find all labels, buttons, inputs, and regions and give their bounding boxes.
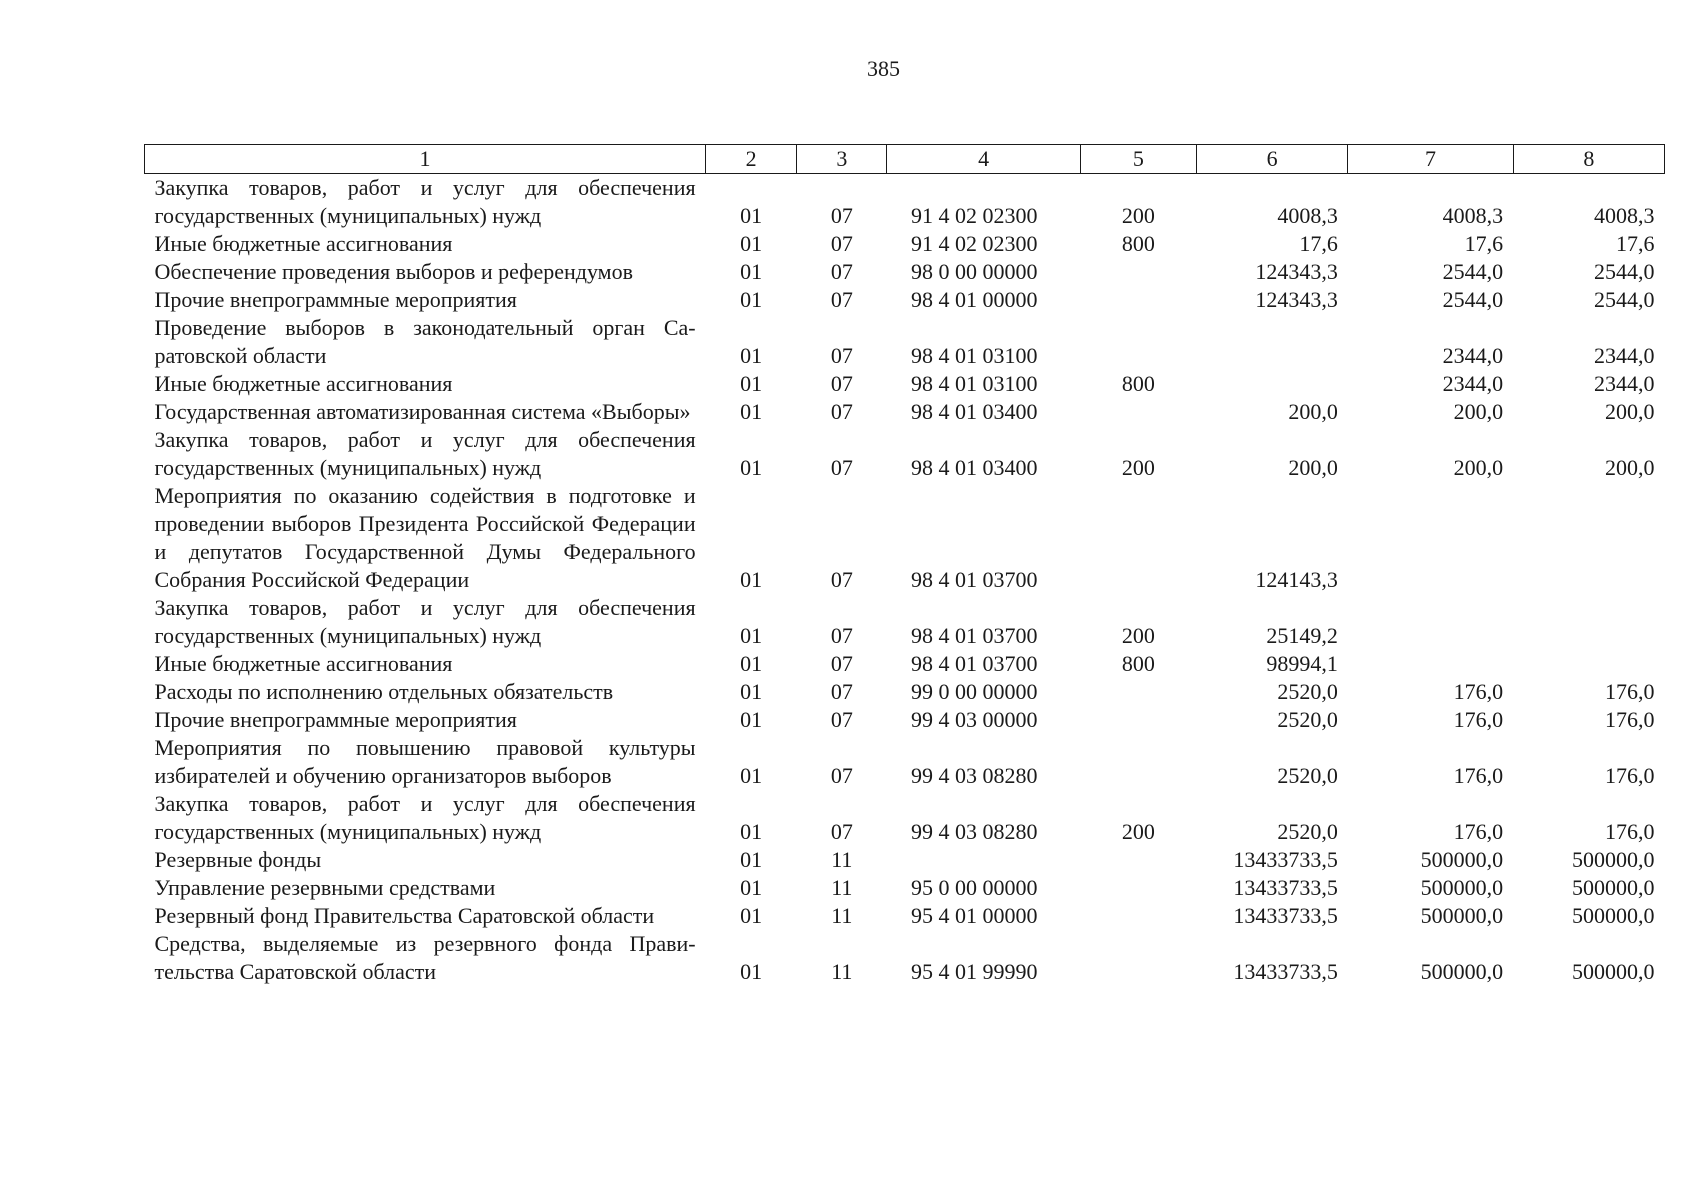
amount-col-8: 176,0 bbox=[1605, 763, 1655, 788]
amount-col-6: 124343,3 bbox=[1255, 259, 1338, 284]
expense-name: Резервные фонды bbox=[154, 847, 322, 872]
target-article-code: 98 4 01 00000 bbox=[910, 287, 1038, 312]
amount-col-8: 500000,0 bbox=[1572, 847, 1655, 872]
target-article-code: 91 4 02 02300 bbox=[910, 203, 1038, 228]
target-article-code: 95 4 01 99990 bbox=[910, 959, 1038, 984]
table-row bbox=[145, 398, 1665, 426]
target-article-code: 99 0 00 00000 bbox=[910, 679, 1038, 704]
amount-col-8 bbox=[1513, 594, 1664, 650]
target-article-code: 95 4 01 00000 bbox=[910, 903, 1038, 928]
expense-name: Иные бюджетные ассигнования bbox=[154, 231, 453, 256]
section-code: 01 bbox=[740, 259, 763, 284]
amount-col-7 bbox=[1348, 650, 1513, 678]
target-article-code: 98 4 01 03400 bbox=[910, 455, 1038, 480]
subsection-code: 07 bbox=[830, 343, 853, 368]
column-header-8: 8 bbox=[1513, 145, 1664, 174]
target-article-code: 98 4 01 03700 bbox=[910, 567, 1038, 592]
column-header-1: 1 bbox=[145, 145, 706, 174]
amount-col-7: 2344,0 bbox=[1442, 343, 1504, 368]
expense-name: Средства, выделяемые из резервного фонда Правительства Саратовской области bbox=[154, 931, 696, 984]
expense-name: Закупка товаров, работ и услуг для обеспечения государственных (муниципальных) нужд bbox=[154, 595, 696, 648]
subsection-code: 07 bbox=[830, 203, 853, 228]
expense-type-code bbox=[1080, 482, 1196, 594]
expense-name: Обеспечение проведения выборов и референдумов bbox=[154, 259, 633, 284]
expense-type-code: 200 bbox=[1121, 623, 1155, 648]
amount-col-6 bbox=[1197, 314, 1348, 370]
amount-col-6: 124343,3 bbox=[1255, 287, 1338, 312]
section-code: 01 bbox=[740, 203, 763, 228]
amount-col-6: 13433733,5 bbox=[1233, 847, 1338, 872]
table-row bbox=[145, 846, 1665, 874]
amount-col-6: 4008,3 bbox=[1277, 203, 1338, 228]
section-code: 01 bbox=[740, 623, 763, 648]
table-row bbox=[145, 286, 1665, 314]
expense-type-code: 200 bbox=[1121, 455, 1155, 480]
table-row bbox=[145, 874, 1665, 902]
amount-col-7: 2344,0 bbox=[1442, 371, 1504, 396]
amount-col-7: 4008,3 bbox=[1442, 203, 1504, 228]
table-row bbox=[145, 650, 1665, 678]
target-article-code: 98 4 01 03700 bbox=[910, 623, 1038, 648]
section-code: 01 bbox=[740, 371, 763, 396]
amount-col-8: 17,6 bbox=[1616, 231, 1655, 256]
subsection-code: 07 bbox=[830, 651, 853, 676]
amount-col-7: 176,0 bbox=[1453, 679, 1504, 704]
section-code: 01 bbox=[740, 455, 763, 480]
table-row bbox=[145, 230, 1665, 258]
expense-type-code bbox=[1080, 678, 1196, 706]
amount-col-7: 200,0 bbox=[1453, 399, 1504, 424]
amount-col-6: 13433733,5 bbox=[1233, 875, 1338, 900]
expense-type-code bbox=[1080, 902, 1196, 930]
target-article-code: 99 4 03 08280 bbox=[910, 763, 1038, 788]
subsection-code: 07 bbox=[830, 623, 853, 648]
table-body bbox=[145, 174, 1665, 987]
expense-type-code bbox=[1080, 286, 1196, 314]
table-row bbox=[145, 734, 1665, 790]
page-number: 385 bbox=[867, 56, 900, 81]
amount-col-8: 176,0 bbox=[1605, 679, 1655, 704]
table-row bbox=[145, 594, 1665, 650]
section-code: 01 bbox=[740, 819, 763, 844]
expense-name: Государственная автоматизированная система «Выборы» bbox=[154, 399, 691, 424]
section-code: 01 bbox=[740, 707, 763, 732]
column-header-5: 5 bbox=[1080, 145, 1196, 174]
amount-col-7 bbox=[1348, 482, 1513, 594]
amount-col-8 bbox=[1513, 482, 1664, 594]
target-article-code: 98 4 01 03400 bbox=[910, 399, 1038, 424]
section-code: 01 bbox=[740, 903, 763, 928]
target-article-code: 95 0 00 00000 bbox=[910, 875, 1038, 900]
table-row bbox=[145, 930, 1665, 986]
section-code: 01 bbox=[740, 679, 763, 704]
subsection-code: 07 bbox=[830, 763, 853, 788]
subsection-code: 11 bbox=[831, 903, 853, 928]
amount-col-6: 13433733,5 bbox=[1233, 903, 1338, 928]
amount-col-7: 17,6 bbox=[1464, 231, 1504, 256]
column-header-7: 7 bbox=[1348, 145, 1513, 174]
column-header-6: 6 bbox=[1197, 145, 1348, 174]
expense-type-code bbox=[1080, 398, 1196, 426]
expense-type-code bbox=[1080, 706, 1196, 734]
expense-type-code: 800 bbox=[1121, 231, 1155, 256]
section-code: 01 bbox=[740, 287, 763, 312]
table-header bbox=[145, 145, 1665, 174]
column-header-4: 4 bbox=[887, 145, 1080, 174]
amount-col-7: 500000,0 bbox=[1420, 875, 1504, 900]
expense-name: Закупка товаров, работ и услуг для обеспечения государственных (муниципальных) нужд bbox=[154, 175, 696, 228]
subsection-code: 07 bbox=[830, 399, 853, 424]
table-row bbox=[145, 314, 1665, 370]
expense-type-code: 800 bbox=[1121, 371, 1155, 396]
expense-type-code bbox=[1080, 314, 1196, 370]
table-row bbox=[145, 706, 1665, 734]
amount-col-6: 2520,0 bbox=[1277, 763, 1338, 788]
expense-name: Управление резервными средствами bbox=[154, 875, 496, 900]
expense-name: Закупка товаров, работ и услуг для обеспечения государственных (муниципальных) нужд bbox=[154, 791, 696, 844]
column-header-2: 2 bbox=[706, 145, 797, 174]
target-article-code: 99 4 03 08280 bbox=[910, 819, 1038, 844]
expense-name: Иные бюджетные ассигнования bbox=[154, 371, 453, 396]
target-article-code: 98 0 00 00000 bbox=[910, 259, 1038, 284]
amount-col-7: 2544,0 bbox=[1442, 287, 1504, 312]
amount-col-8: 4008,3 bbox=[1594, 203, 1655, 228]
section-code: 01 bbox=[740, 875, 763, 900]
expense-name: Расходы по исполнению отдельных обязательств bbox=[154, 679, 614, 704]
amount-col-8: 2344,0 bbox=[1594, 371, 1655, 396]
subsection-code: 07 bbox=[830, 707, 853, 732]
subsection-code: 07 bbox=[830, 371, 853, 396]
section-code: 01 bbox=[740, 231, 763, 256]
target-article-code: 98 4 01 03100 bbox=[910, 371, 1038, 396]
amount-col-7: 176,0 bbox=[1453, 819, 1504, 844]
expense-name: Закупка товаров, работ и услуг для обеспечения государственных (муниципальных) нужд bbox=[154, 427, 696, 480]
table-row bbox=[145, 426, 1665, 482]
target-article-code: 99 4 03 00000 bbox=[910, 707, 1038, 732]
amount-col-6: 2520,0 bbox=[1277, 707, 1338, 732]
amount-col-6: 17,6 bbox=[1299, 231, 1338, 256]
expense-name: Резервный фонд Правительства Саратовской области bbox=[154, 903, 655, 928]
section-code: 01 bbox=[740, 399, 763, 424]
section-code: 01 bbox=[740, 763, 763, 788]
amount-col-8: 2544,0 bbox=[1594, 259, 1655, 284]
expense-type-code bbox=[1080, 846, 1196, 874]
amount-col-6: 98994,1 bbox=[1266, 651, 1338, 676]
amount-col-7: 200,0 bbox=[1453, 455, 1504, 480]
amount-col-8: 500000,0 bbox=[1572, 903, 1655, 928]
subsection-code: 07 bbox=[830, 231, 853, 256]
amount-col-8: 2344,0 bbox=[1594, 343, 1655, 368]
target-article-code: 91 4 02 02300 bbox=[910, 231, 1038, 256]
subsection-code: 11 bbox=[831, 847, 853, 872]
section-code: 01 bbox=[740, 959, 763, 984]
amount-col-7: 176,0 bbox=[1453, 763, 1504, 788]
expense-name: Прочие внепрограммные мероприятия bbox=[154, 287, 517, 312]
section-code: 01 bbox=[740, 567, 763, 592]
amount-col-6: 2520,0 bbox=[1277, 679, 1338, 704]
target-article-code: 98 4 01 03700 bbox=[910, 651, 1038, 676]
header-row bbox=[145, 145, 1665, 174]
expense-type-code: 800 bbox=[1121, 651, 1155, 676]
amount-col-7: 500000,0 bbox=[1420, 903, 1504, 928]
target-article-code bbox=[887, 846, 1080, 874]
budget-table bbox=[144, 144, 1665, 986]
table-row bbox=[145, 174, 1665, 231]
expense-name: Прочие внепрограммные мероприятия bbox=[154, 707, 517, 732]
subsection-code: 07 bbox=[830, 259, 853, 284]
subsection-code: 07 bbox=[830, 819, 853, 844]
subsection-code: 11 bbox=[831, 875, 853, 900]
expense-type-code bbox=[1080, 930, 1196, 986]
section-code: 01 bbox=[740, 343, 763, 368]
column-header-3: 3 bbox=[797, 145, 887, 174]
expense-type-code bbox=[1080, 258, 1196, 286]
expense-type-code bbox=[1080, 874, 1196, 902]
subsection-code: 07 bbox=[830, 567, 853, 592]
amount-col-8: 176,0 bbox=[1605, 819, 1655, 844]
table-row bbox=[145, 678, 1665, 706]
expense-type-code: 200 bbox=[1121, 819, 1155, 844]
expense-type-code bbox=[1080, 734, 1196, 790]
amount-col-7: 500000,0 bbox=[1420, 847, 1504, 872]
amount-col-8: 500000,0 bbox=[1572, 959, 1655, 984]
amount-col-7: 500000,0 bbox=[1420, 959, 1504, 984]
amount-col-7: 2544,0 bbox=[1442, 259, 1504, 284]
subsection-code: 07 bbox=[830, 287, 853, 312]
subsection-code: 11 bbox=[831, 959, 853, 984]
table-row bbox=[145, 902, 1665, 930]
amount-col-6: 200,0 bbox=[1288, 455, 1338, 480]
expense-name: Иные бюджетные ассигнования bbox=[154, 651, 453, 676]
expense-type-code: 200 bbox=[1121, 203, 1155, 228]
amount-col-6: 124143,3 bbox=[1255, 567, 1338, 592]
section-code: 01 bbox=[740, 651, 763, 676]
expense-name: Мероприятия по повышению правовой культуры избирателей и обучению организаторов выборов bbox=[154, 735, 696, 788]
amount-col-6: 200,0 bbox=[1288, 399, 1338, 424]
amount-col-8: 500000,0 bbox=[1572, 875, 1655, 900]
target-article-code: 98 4 01 03100 bbox=[910, 343, 1038, 368]
subsection-code: 07 bbox=[830, 455, 853, 480]
table-row bbox=[145, 258, 1665, 286]
amount-col-8 bbox=[1513, 650, 1664, 678]
section-code: 01 bbox=[740, 847, 763, 872]
amount-col-7 bbox=[1348, 594, 1513, 650]
amount-col-6: 25149,2 bbox=[1266, 623, 1338, 648]
amount-col-8: 200,0 bbox=[1605, 455, 1655, 480]
table-row bbox=[145, 370, 1665, 398]
amount-col-8: 2544,0 bbox=[1594, 287, 1655, 312]
table-row bbox=[145, 482, 1665, 594]
expense-name: Мероприятия по оказанию содействия в подготовке и проведении выборов Президента Российской Федерации и депутатов Государственной Думы Федерального Собрания Российской Федерации bbox=[154, 483, 696, 592]
amount-col-7: 176,0 bbox=[1453, 707, 1504, 732]
amount-col-6: 13433733,5 bbox=[1233, 959, 1338, 984]
expense-name: Проведение выборов в законодательный орган Саратовской области bbox=[154, 315, 696, 368]
table-row bbox=[145, 790, 1665, 846]
amount-col-8: 176,0 bbox=[1605, 707, 1655, 732]
amount-col-8: 200,0 bbox=[1605, 399, 1655, 424]
subsection-code: 07 bbox=[830, 679, 853, 704]
amount-col-6: 2520,0 bbox=[1277, 819, 1338, 844]
amount-col-6 bbox=[1197, 370, 1348, 398]
